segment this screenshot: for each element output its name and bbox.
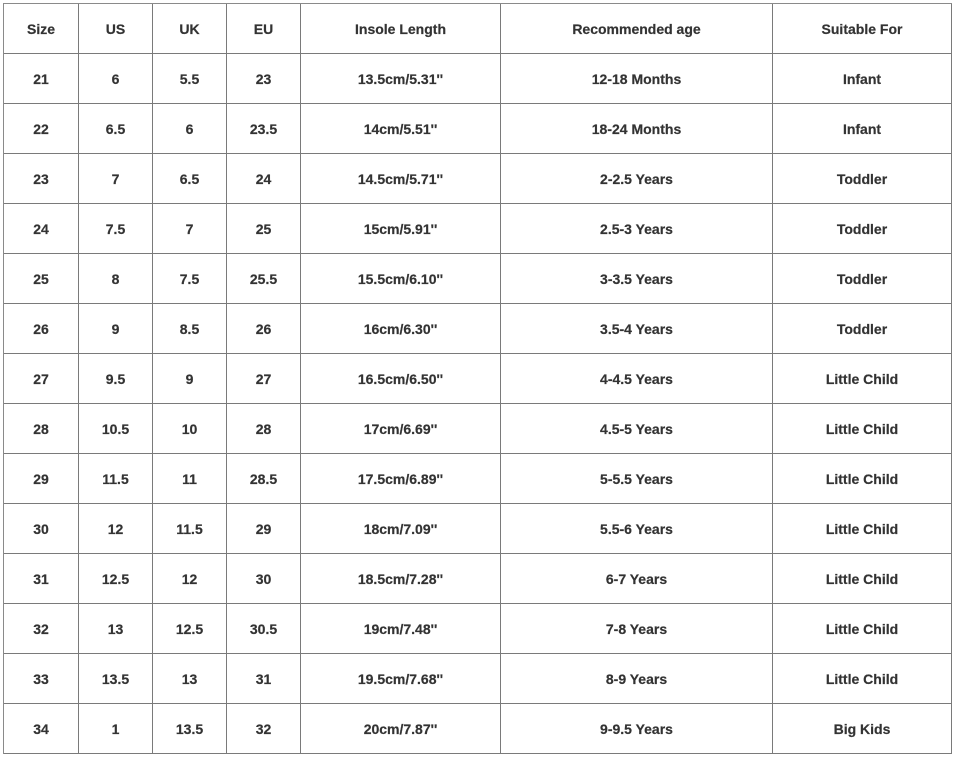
cell-size: 31 xyxy=(4,554,79,604)
cell-suitable-for: Toddler xyxy=(773,304,952,354)
cell-recommended-age: 18-24 Months xyxy=(501,104,773,154)
cell-recommended-age: 2.5-3 Years xyxy=(501,204,773,254)
cell-us: 11.5 xyxy=(79,454,153,504)
table-row xyxy=(4,304,952,354)
cell-suitable-for: Toddler xyxy=(773,204,952,254)
header-eu: EU xyxy=(227,4,301,54)
cell-suitable-for: Toddler xyxy=(773,254,952,304)
cell-insole-length: 17.5cm/6.89'' xyxy=(301,454,501,504)
cell-uk: 6 xyxy=(153,104,227,154)
cell-recommended-age: 9-9.5 Years xyxy=(501,704,773,754)
cell-us: 1 xyxy=(79,704,153,754)
cell-eu: 32 xyxy=(227,704,301,754)
cell-eu: 26 xyxy=(227,304,301,354)
cell-eu: 27 xyxy=(227,354,301,404)
cell-eu: 25 xyxy=(227,204,301,254)
cell-uk: 13 xyxy=(153,654,227,704)
cell-size: 33 xyxy=(4,654,79,704)
cell-suitable-for: Toddler xyxy=(773,154,952,204)
cell-suitable-for: Little Child xyxy=(773,604,952,654)
table-header xyxy=(4,4,952,54)
cell-size: 22 xyxy=(4,104,79,154)
table-row xyxy=(4,454,952,504)
cell-us: 13.5 xyxy=(79,654,153,704)
header-insole-length: Insole Length xyxy=(301,4,501,54)
table-row xyxy=(4,104,952,154)
cell-suitable-for: Little Child xyxy=(773,554,952,604)
cell-eu: 28.5 xyxy=(227,454,301,504)
cell-suitable-for: Little Child xyxy=(773,504,952,554)
cell-suitable-for: Infant xyxy=(773,104,952,154)
cell-eu: 23 xyxy=(227,54,301,104)
cell-us: 12 xyxy=(79,504,153,554)
cell-uk: 10 xyxy=(153,404,227,454)
cell-size: 32 xyxy=(4,604,79,654)
cell-insole-length: 17cm/6.69'' xyxy=(301,404,501,454)
cell-us: 12.5 xyxy=(79,554,153,604)
cell-recommended-age: 7-8 Years xyxy=(501,604,773,654)
header-size: Size xyxy=(4,4,79,54)
table-row xyxy=(4,204,952,254)
table-row xyxy=(4,504,952,554)
cell-eu: 28 xyxy=(227,404,301,454)
cell-size: 29 xyxy=(4,454,79,504)
cell-suitable-for: Little Child xyxy=(773,354,952,404)
cell-size: 23 xyxy=(4,154,79,204)
cell-uk: 7 xyxy=(153,204,227,254)
cell-eu: 31 xyxy=(227,654,301,704)
cell-eu: 24 xyxy=(227,154,301,204)
table-row xyxy=(4,404,952,454)
cell-size: 30 xyxy=(4,504,79,554)
table-row xyxy=(4,604,952,654)
cell-size: 34 xyxy=(4,704,79,754)
cell-recommended-age: 8-9 Years xyxy=(501,654,773,704)
cell-suitable-for: Little Child xyxy=(773,654,952,704)
cell-size: 24 xyxy=(4,204,79,254)
cell-recommended-age: 2-2.5 Years xyxy=(501,154,773,204)
cell-eu: 23.5 xyxy=(227,104,301,154)
cell-suitable-for: Little Child xyxy=(773,404,952,454)
cell-eu: 29 xyxy=(227,504,301,554)
cell-insole-length: 18.5cm/7.28'' xyxy=(301,554,501,604)
table-body xyxy=(4,54,952,754)
cell-uk: 11 xyxy=(153,454,227,504)
header-uk: UK xyxy=(153,4,227,54)
cell-insole-length: 15cm/5.91'' xyxy=(301,204,501,254)
cell-suitable-for: Little Child xyxy=(773,454,952,504)
cell-us: 8 xyxy=(79,254,153,304)
cell-us: 10.5 xyxy=(79,404,153,454)
cell-insole-length: 13.5cm/5.31'' xyxy=(301,54,501,104)
cell-uk: 12 xyxy=(153,554,227,604)
cell-insole-length: 15.5cm/6.10'' xyxy=(301,254,501,304)
cell-us: 6 xyxy=(79,54,153,104)
header-suitable-for: Suitable For xyxy=(773,4,952,54)
cell-uk: 9 xyxy=(153,354,227,404)
cell-size: 28 xyxy=(4,404,79,454)
cell-us: 7 xyxy=(79,154,153,204)
cell-insole-length: 16.5cm/6.50'' xyxy=(301,354,501,404)
cell-recommended-age: 5.5-6 Years xyxy=(501,504,773,554)
cell-insole-length: 19cm/7.48'' xyxy=(301,604,501,654)
cell-recommended-age: 3.5-4 Years xyxy=(501,304,773,354)
cell-uk: 12.5 xyxy=(153,604,227,654)
cell-us: 7.5 xyxy=(79,204,153,254)
cell-size: 21 xyxy=(4,54,79,104)
cell-uk: 8.5 xyxy=(153,304,227,354)
cell-eu: 25.5 xyxy=(227,254,301,304)
cell-us: 9.5 xyxy=(79,354,153,404)
cell-insole-length: 14.5cm/5.71'' xyxy=(301,154,501,204)
size-chart-table xyxy=(3,3,952,754)
table-row xyxy=(4,254,952,304)
cell-recommended-age: 4-4.5 Years xyxy=(501,354,773,404)
table-row xyxy=(4,54,952,104)
cell-suitable-for: Big Kids xyxy=(773,704,952,754)
cell-uk: 11.5 xyxy=(153,504,227,554)
cell-insole-length: 16cm/6.30'' xyxy=(301,304,501,354)
cell-size: 26 xyxy=(4,304,79,354)
header-recommended-age: Recommended age xyxy=(501,4,773,54)
cell-us: 6.5 xyxy=(79,104,153,154)
cell-us: 9 xyxy=(79,304,153,354)
cell-insole-length: 18cm/7.09'' xyxy=(301,504,501,554)
cell-recommended-age: 6-7 Years xyxy=(501,554,773,604)
cell-uk: 13.5 xyxy=(153,704,227,754)
cell-uk: 5.5 xyxy=(153,54,227,104)
cell-insole-length: 20cm/7.87'' xyxy=(301,704,501,754)
cell-suitable-for: Infant xyxy=(773,54,952,104)
cell-insole-length: 14cm/5.51'' xyxy=(301,104,501,154)
cell-size: 27 xyxy=(4,354,79,404)
cell-eu: 30.5 xyxy=(227,604,301,654)
cell-recommended-age: 5-5.5 Years xyxy=(501,454,773,504)
table-row xyxy=(4,354,952,404)
header-row xyxy=(4,4,952,54)
table-row xyxy=(4,654,952,704)
cell-insole-length: 19.5cm/7.68'' xyxy=(301,654,501,704)
table-row xyxy=(4,154,952,204)
header-us: US xyxy=(79,4,153,54)
table-row xyxy=(4,554,952,604)
cell-recommended-age: 3-3.5 Years xyxy=(501,254,773,304)
cell-eu: 30 xyxy=(227,554,301,604)
cell-recommended-age: 12-18 Months xyxy=(501,54,773,104)
cell-size: 25 xyxy=(4,254,79,304)
cell-uk: 7.5 xyxy=(153,254,227,304)
cell-uk: 6.5 xyxy=(153,154,227,204)
cell-us: 13 xyxy=(79,604,153,654)
table-row xyxy=(4,704,952,754)
cell-recommended-age: 4.5-5 Years xyxy=(501,404,773,454)
